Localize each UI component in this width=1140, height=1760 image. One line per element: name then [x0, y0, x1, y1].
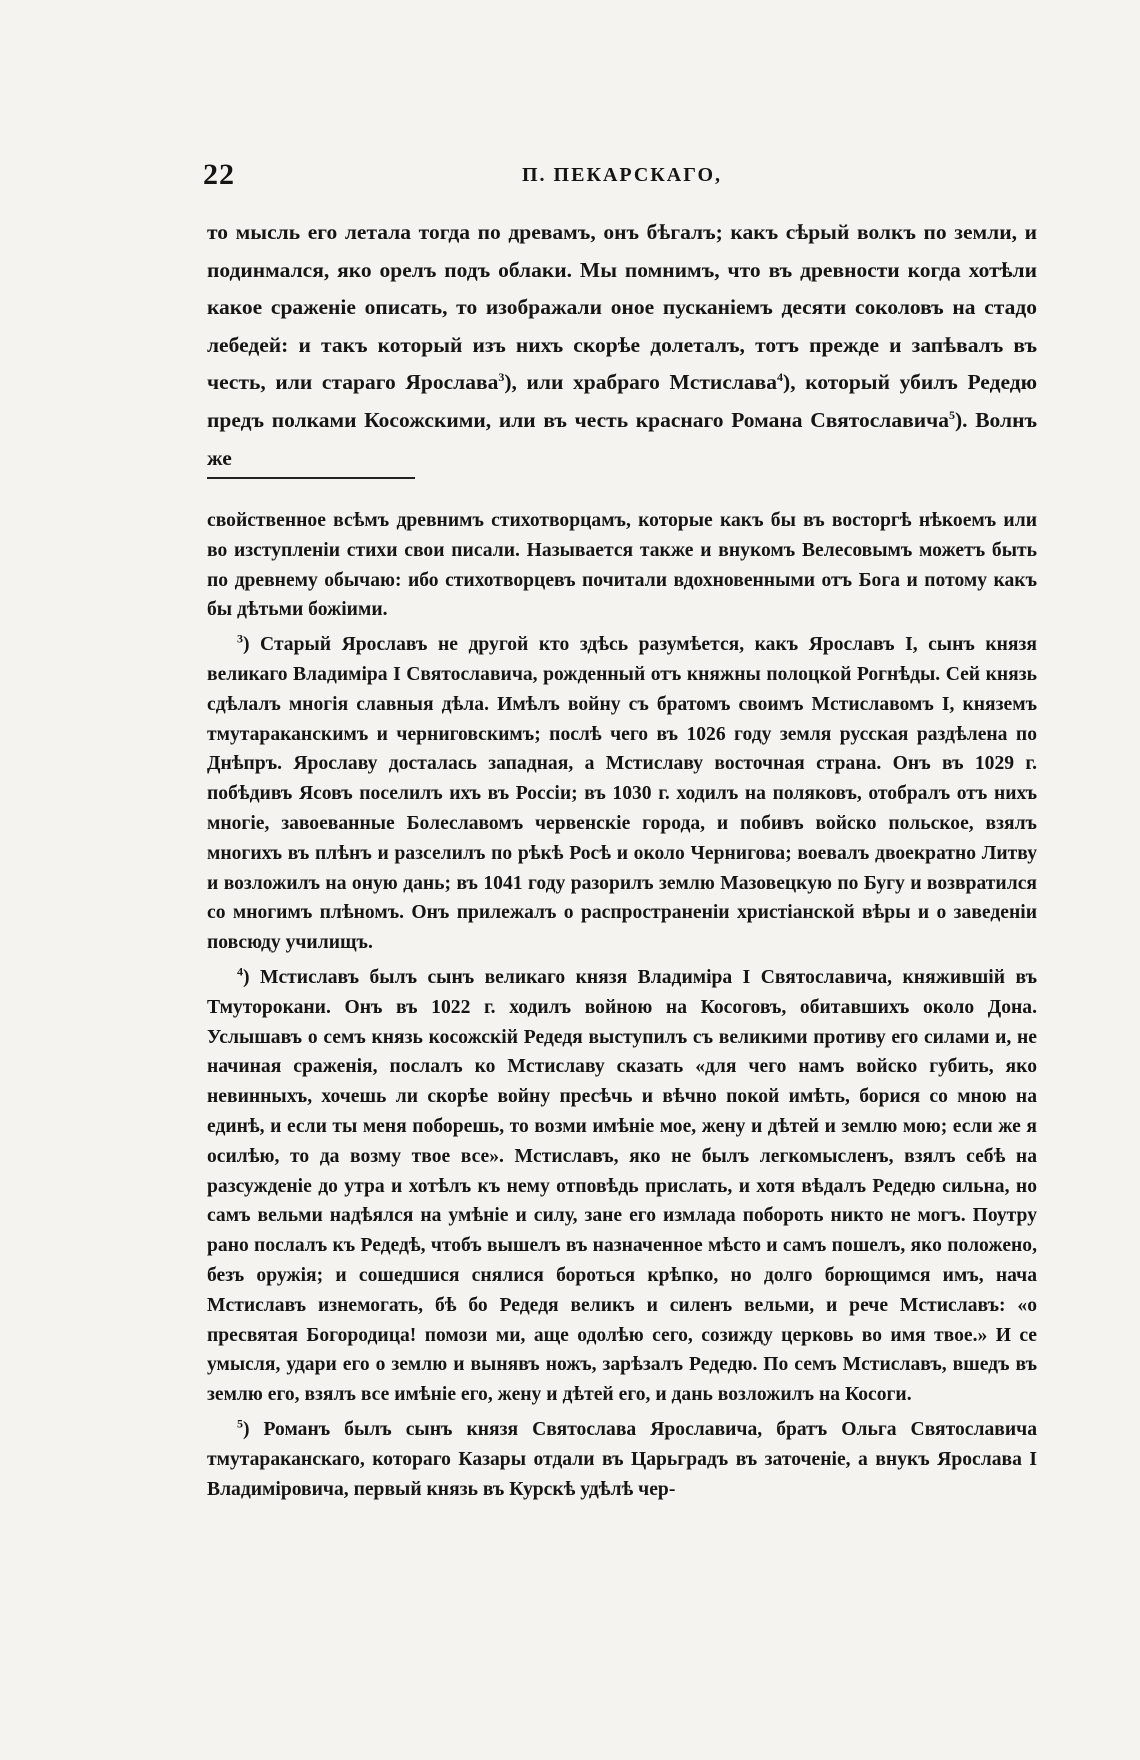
footnote-separator [207, 477, 415, 479]
footnote-continuation: свойственное всѣмъ древнимъ стихотворцамъ, которые какъ бы въ восторгѣ нѣкоемъ или во изступленіи стихи свои писали. Называется также и внукомъ Велесовымъ можетъ быть по древнему обычаю: ибо стихотворцевъ почитали вдохновенными отъ Бога и потому какъ бы дѣтьми божіими. [207, 510, 1037, 621]
page-number: 22 [203, 158, 235, 191]
main-text-part2: ), или храбраго Мстислава [504, 370, 778, 395]
footnote-marker-5: 5 [237, 1416, 243, 1431]
main-text-part4: ). Волнъ же [207, 407, 1037, 470]
footnote-marker-4: 4 [237, 964, 243, 979]
footnote-ref-3[interactable]: 3 [498, 370, 505, 385]
running-head: П. ПЕКАРСКАГО, [521, 164, 723, 186]
footnote-ref-5[interactable]: 5 [948, 407, 955, 422]
main-text [207, 214, 1037, 477]
main-text-part3: ), который убилъ Редедю предъ полками Косожскими, или въ честь краснаго Романа Святославича [207, 370, 1038, 432]
main-text-part1: то мысль его летала тогда по древамъ, онъ бѣгалъ; какъ сѣрый волкъ по земли, и подинмался, яко орелъ подъ облаки. Мы помнимъ, что въ древности когда хотѣли какое сраженіе описать, то изображали оное пусканіемъ десяти соколовъ на стадо лебедей: и такъ который изъ нихъ скорѣе долеталъ, тотъ прежде и запѣвалъ въ честь, или стараго Ярослава [207, 220, 1037, 395]
footnote-4 [207, 963, 1037, 1410]
footnote-5-text: ) Романъ былъ сынъ князя Святослава Ярославича, братъ Ольга Святославича тмутараканскаго, котораго Казары отдали въ Царьградъ въ заточеніе, а внукъ Ярослава I Владиміровича, первый князь въ Курскѣ удѣлѣ чер- [207, 1418, 1037, 1500]
footnote-marker-3: 3 [237, 631, 243, 646]
page-header [203, 158, 1041, 198]
footnote-ref-4[interactable]: 4 [777, 370, 784, 385]
footnote-3-text: ) Старый Ярославъ не другой кто здѣсь разумѣется, какъ Ярославъ I, сынъ князя великаго Владиміра I Святославича, рожденный отъ княжны полоцкой Рогнѣды. Сей князь сдѣлалъ многія славныя дѣла. Имѣлъ войну съ братомъ своимъ Мстиславомъ I, княземъ тмутараканскимъ и черниговскимъ; послѣ чего въ 1026 году земля русская раздѣлена по Днѣпръ. Ярославу досталась западная, а Мстиславу восточная страна. Онъ въ 1029 г. побѣдивъ Ясовъ поселилъ ихъ въ Россіи; въ 1030 г. ходилъ на поляковъ, отобралъ отъ нихъ многіе, завоеванные Болеславомъ червенскіе города, и побивъ войско польское, взялъ многихъ въ плѣнъ и разселилъ по рѣкѣ Росѣ и около Чернигова; воевалъ двоекратно Литву и возложилъ на оную дань; въ 1041 году разорилъ землю Мазовецкую по Бугу и возвратился со многимъ плѣномъ. Онъ прилежалъ о распространеніи христіанской вѣры и о заведеніи повсюду училищъ. [207, 634, 1037, 954]
footnote-5 [207, 1415, 1037, 1504]
footnote-3 [207, 630, 1037, 958]
footnote-4-text: ) Мстиславъ былъ сынъ великаго князя Владиміра I Святославича, княжившій въ Тмуторокани. Онъ въ 1022 г. ходилъ войною на Косоговъ, обитавшихъ около Дона. Услышавъ о семъ князь косожскій Редедя выступилъ съ великими противу его силами и, не начиная сраженія, послалъ ко Мстиславу сказать «для чего намъ войско губить, яко невинныхъ, хочешь ли скорѣе войну пресѣчь и вѣчно покой имѣть, борися со мною на единѣ, и если ты меня поборешь, то возми имѣніе мое, жену и дѣтей и землю мою; если же я осилѣю, то да возму твое все». Мстиславъ, яко не былъ легкомысленъ, взялъ себѣ на разсужденіе до утра и хотѣлъ къ нему отповѣдь прислать, и хотя вѣдалъ Редедю сильна, но самъ вельми надѣялся на умѣніе и силу, зане его измлада побороть никто не могъ. Поутру рано послалъ къ Редедѣ, чтобъ вышелъ въ назначенное мѣсто и самъ пошелъ, яко положено, безъ оружія; и сошедшися снялися бороться крѣпко, но долго борющимся имъ, нача Мстиславъ изнемогать, бѣ бо Редедя великъ и силенъ вельми, и рече Мстиславъ: «о пресвятая Богородица! помози ми, аще одолѣю сего, созижду церковь во имя твое.» И се умысля, удари его о землю и вынявъ ножъ, зарѣзалъ Редедю. По семъ Мстиславъ, вшедъ въ землю его, взялъ все имѣніе его, жену и дѣтей его, и дань возложилъ на Косоги. [207, 966, 1037, 1406]
footnotes [207, 506, 1037, 1504]
